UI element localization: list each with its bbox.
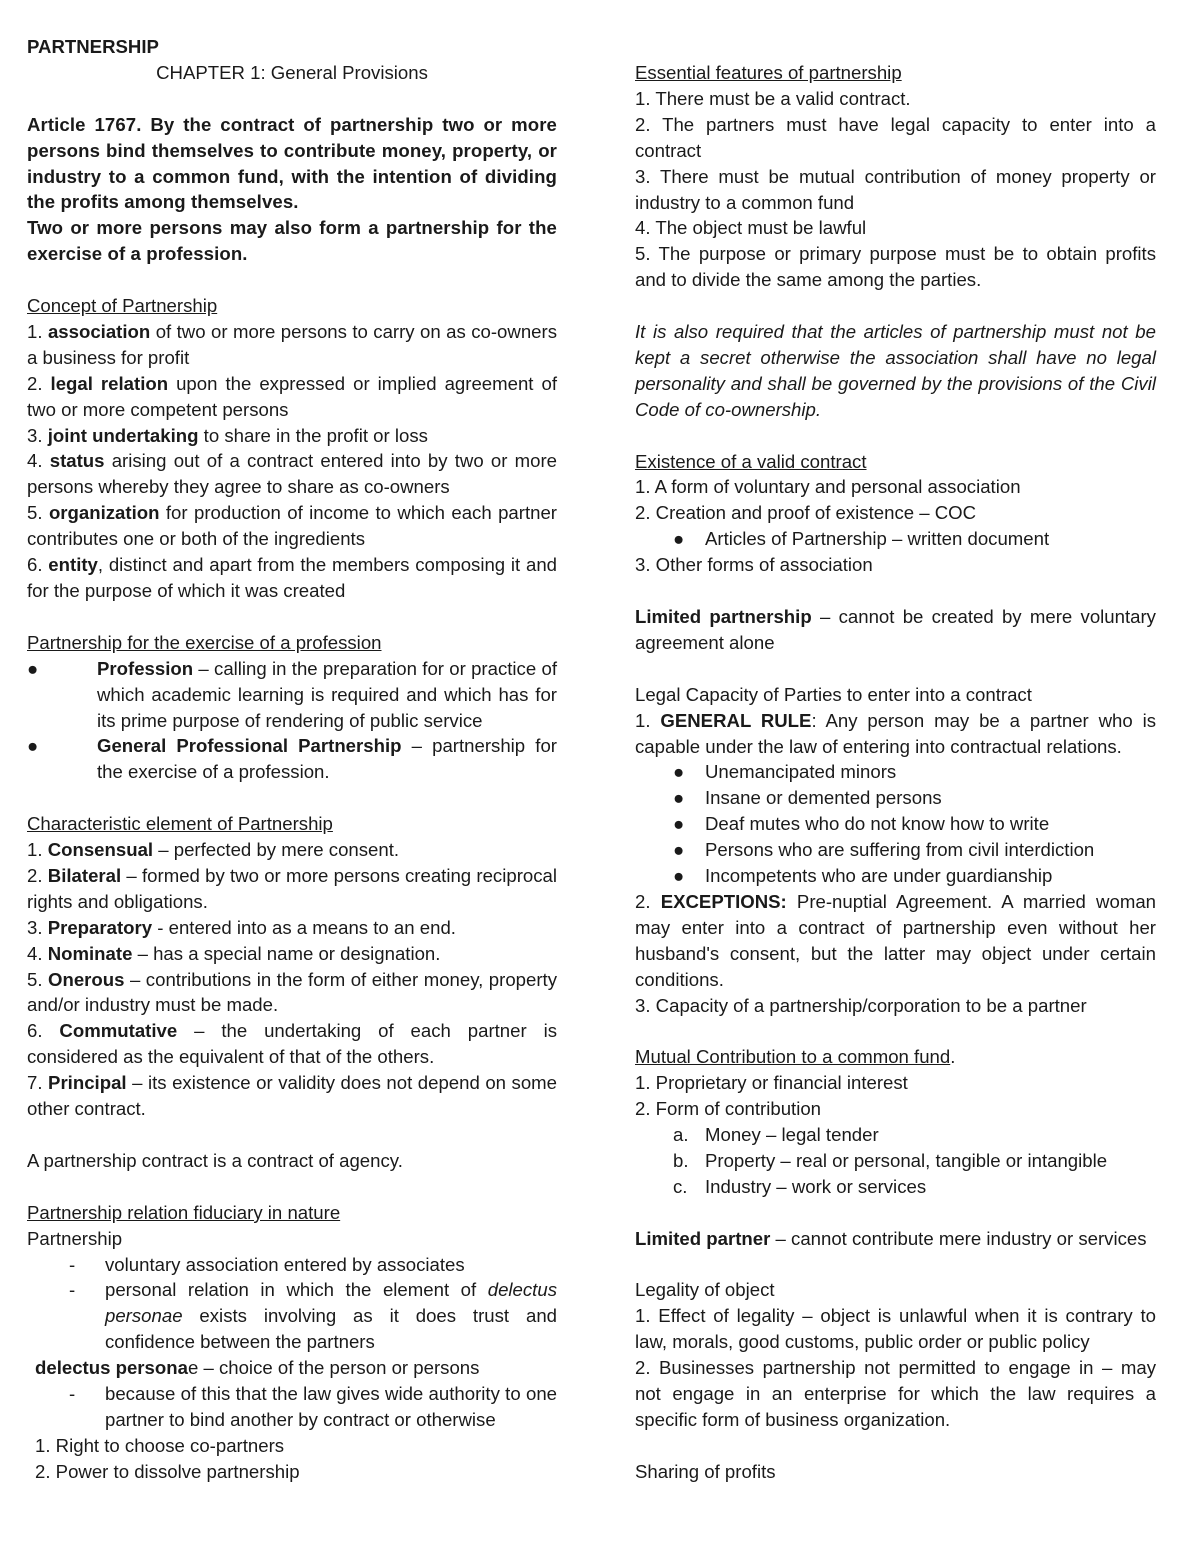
list-item: 2. The partners must have legal capacity to enter into a contract: [635, 113, 1156, 161]
bullet-icon: ●: [27, 735, 39, 757]
list-item: ● Incompetents who are under guardianship: [635, 863, 1156, 889]
list-item: 2. Power to dissolve partnership: [35, 1460, 300, 1482]
list-item: 1. Proprietary or financial interest: [635, 1072, 908, 1094]
list-item: 1. There must be a valid contract.: [635, 87, 911, 109]
list-item: c. Industry – work or services: [673, 1175, 927, 1197]
bullet-icon: ●: [673, 813, 685, 835]
list-item: b. Property – real or personal, tangible or intangible: [673, 1149, 1108, 1171]
list-item: 4. Nominate – has a special name or designation.: [27, 942, 441, 964]
list-item: 1. Consensual – perfected by mere consent.: [27, 839, 400, 861]
list-item: 3. Other forms of association: [635, 554, 873, 576]
valid-contract-heading: Existence of a valid contract: [635, 450, 867, 472]
list-item: 2. EXCEPTIONS: Pre-nuptial Agreement. A married woman may enter into a contract of partnership even without her husband's consent, but the latter may object under certain conditions.: [635, 890, 1156, 990]
list-item: 4. The object must be lawful: [635, 217, 867, 239]
bullet-icon: ●: [673, 761, 685, 783]
article-1767: Article 1767. By the contract of partnership two or more persons bind themselves to contribute money, property, or industry to a common fund, with the intention of dividing the profits among themselves.: [27, 113, 557, 213]
list-item: 6. entity, distinct and apart from the members composing it and for the purpose of which it was created: [27, 554, 557, 601]
left-column: [27, 34, 557, 1485]
characteristic-heading: Characteristic element of Partnership: [27, 813, 333, 835]
article-1767-paragraph-2: Two or more persons may also form a partnership for the exercise of a profession.: [27, 217, 557, 265]
dash-marker: -: [69, 1383, 76, 1405]
right-column: [635, 60, 1156, 1485]
list-item: 3. Preparatory - entered into as a means to an end.: [27, 916, 456, 938]
list-item: 2. Businesses partnership not permitted to engage in – may not engage in an enterprise for which the law requires a specific form of business organization.: [635, 1357, 1156, 1431]
list-item: 1. A form of voluntary and personal association: [635, 476, 1021, 498]
articles-secrecy-note: It is also required that the articles of partnership must not be kept a secret otherwise the association shall have no legal personality and shall be governed by the provisions of the Civil Code of co-ownership.: [635, 321, 1156, 420]
profession-heading: Partnership for the exercise of a profession: [27, 631, 382, 653]
delectus-definition: delectus personae – choice of the person or persons: [35, 1357, 480, 1379]
list-item: ● Insane or demented persons: [635, 785, 1156, 811]
list-item: 6. Commutative – the undertaking of each partner is considered as the equivalent of that of the others.: [27, 1020, 557, 1068]
fiduciary-label: Partnership: [27, 1227, 123, 1249]
bullet-icon: ●: [27, 657, 39, 679]
list-item: 3. There must be mutual contribution of money property or industry to a common fund: [635, 165, 1156, 213]
limited-partnership-definition: Limited partnership – cannot be created by mere voluntary agreement alone: [635, 605, 1156, 653]
list-item: ● Articles of Partnership – written document: [635, 526, 1156, 552]
mutual-contribution-heading: Mutual Contribution to a common fund.: [635, 1046, 956, 1068]
list-item: ● Persons who are suffering from civil interdiction: [635, 837, 1156, 863]
list-item: ● Profession – calling in the preparation for or practice of which academic learning is required and which has for its prime purpose of rendering of public service: [27, 657, 557, 731]
fiduciary-heading: Partnership relation fiduciary in nature: [27, 1201, 341, 1223]
essential-heading: Essential features of partnership: [635, 62, 902, 83]
list-item: 1. Right to choose co-partners: [35, 1434, 285, 1456]
bullet-icon: ●: [673, 839, 685, 861]
list-item: 1. Effect of legality – object is unlawful when it is contrary to law, morals, good customs, public order or public policy: [635, 1305, 1156, 1353]
list-item: 2. legal relation upon the expressed or implied agreement of two or more competent persons: [27, 372, 557, 420]
list-item: 7. Principal – its existence or validity does not depend on some other contract.: [27, 1072, 557, 1120]
bullet-icon: ●: [673, 528, 685, 550]
characteristic-list: [27, 837, 557, 1122]
dash-marker: -: [69, 1253, 76, 1275]
list-item: 2. Creation and proof of existence – COC: [635, 502, 977, 524]
dash-marker: -: [69, 1279, 76, 1301]
legality-heading: Legality of object: [635, 1279, 775, 1301]
capacity-heading: Legal Capacity of Parties to enter into a contract: [635, 683, 1032, 705]
list-item: 5. The purpose or primary purpose must be to obtain profits and to divide the same among the parties.: [635, 243, 1156, 291]
list-item: 1. GENERAL RULE: Any person may be a partner who is capable under the law of entering into contractual relations.: [635, 709, 1157, 757]
bullet-icon: ●: [673, 787, 685, 809]
sharing-heading: Sharing of profits: [635, 1460, 776, 1482]
chapter-title: CHAPTER 1: General Provisions: [156, 61, 428, 83]
list-item: 3. Capacity of a partnership/corporation to be a partner: [635, 994, 1087, 1016]
list-item: a. Money – legal tender: [673, 1124, 879, 1146]
list-item: 2. Bilateral – formed by two or more persons creating reciprocal rights and obligations.: [27, 864, 558, 912]
list-item: - voluntary association entered by associates: [27, 1252, 557, 1278]
list-item: 1. association of two or more persons to carry on as co-owners a business for profit: [27, 320, 557, 368]
list-item: 5. organization for production of income to which each partner contributes one or both of the ingredients: [27, 502, 557, 550]
concept-heading: Concept of Partnership: [27, 295, 218, 317]
document-title: PARTNERSHIP: [27, 36, 159, 57]
list-item: ● Deaf mutes who do not know how to write: [635, 811, 1156, 837]
agency-statement: A partnership contract is a contract of agency.: [27, 1149, 403, 1171]
list-item: 5. Onerous – contributions in the form of either money, property and/or industry must be made.: [27, 968, 557, 1016]
list-item: - personal relation in which the element of delectus personae exists involving as it does trust and confidence between the partners: [69, 1279, 557, 1353]
list-item: - because of this that the law gives wide authority to one partner to bind another by contract or otherwise: [69, 1383, 557, 1430]
list-item: ● General Professional Partnership – partnership for the exercise of a profession.: [27, 735, 557, 783]
list-item: 2. Form of contribution: [635, 1098, 822, 1120]
limited-partner-definition: Limited partner – cannot contribute mere industry or services: [635, 1227, 1147, 1249]
bullet-icon: ●: [673, 865, 685, 887]
list-item: ● Unemancipated minors: [635, 759, 1156, 785]
list-item: 4. status arising out of a contract entered into by two or more persons whereby they agree to share as co-owners: [27, 450, 557, 498]
list-item: 3. joint undertaking to share in the profit or loss: [27, 424, 428, 446]
concept-list: [27, 319, 557, 604]
